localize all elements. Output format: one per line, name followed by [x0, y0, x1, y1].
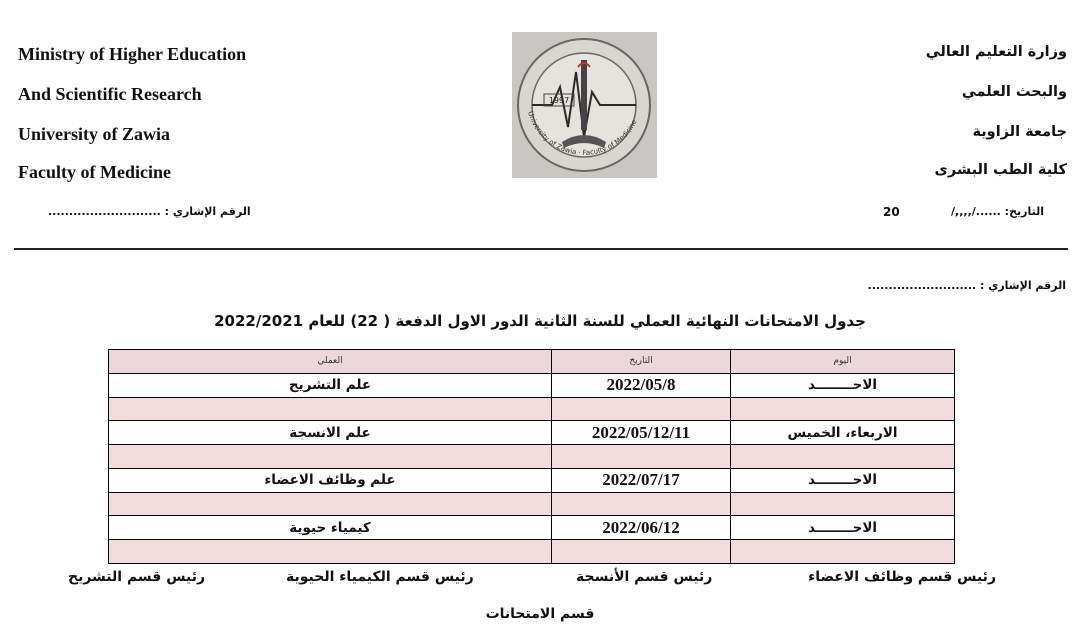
- exams-department: قسم الامتحانات: [485, 606, 595, 622]
- row-date: 2022/05/8: [552, 373, 731, 397]
- university-name-ar: جامعة الزاوية: [972, 124, 1067, 140]
- row-day: الاربعاء، الخميس: [731, 421, 955, 445]
- table-row: [109, 373, 955, 397]
- spacer-row: [109, 540, 955, 564]
- header-date: التاريخ: [552, 350, 731, 374]
- logo-ring-text: University of Zawia · Faculty of Medicine: [526, 110, 639, 157]
- row-date: 2022/05/12/11: [552, 421, 731, 445]
- signature-anatomy-head: رئيس قسم التشريح: [68, 569, 206, 585]
- exam-schedule-table: [108, 349, 955, 564]
- logo-year: 1997: [548, 96, 570, 105]
- table-row: [109, 468, 955, 492]
- row-subject: علم الانسجة: [109, 421, 552, 445]
- date-field: التاريخ: ....../,,,,/: [951, 205, 1044, 218]
- spacer-row: [109, 397, 955, 421]
- schedule-title: جدول الامتحانات النهائية العملي للسنة الثانية الدور الاول الدفعة ( 22) للعام 2022/2021: [214, 312, 866, 330]
- row-day: الاحــــــــد: [731, 468, 955, 492]
- header-subject: العملي: [109, 350, 552, 374]
- university-logo: [512, 32, 657, 178]
- research-name-ar: والبحث العلمي: [961, 84, 1067, 100]
- ministry-name-en: Ministry of Higher Education: [18, 44, 247, 64]
- ministry-name-ar: وزارة التعليم العالي: [925, 44, 1067, 60]
- row-day: الاحــــــــد: [731, 516, 955, 540]
- header-day: اليوم: [731, 350, 955, 374]
- research-name-en: And Scientific Research: [18, 84, 202, 104]
- spacer-row: [109, 492, 955, 516]
- signature-biochemistry-head: رئيس قسم الكيمياء الحيوية: [286, 569, 474, 585]
- faculty-name-en: Faculty of Medicine: [18, 162, 171, 182]
- spacer-row: [109, 445, 955, 469]
- row-date: 2022/07/17: [552, 468, 731, 492]
- row-subject: كيمياء حيوية: [109, 516, 552, 540]
- reference-number: الرقم الإشاري : ..........................: [867, 279, 1066, 292]
- university-name-en: University of Zawia: [18, 124, 170, 144]
- row-subject: علم التشريح: [109, 373, 552, 397]
- reference-number-left: الرقم الإشاري : ...........................: [48, 205, 251, 218]
- row-day: الاحــــــــد: [731, 373, 955, 397]
- table-row: [109, 421, 955, 445]
- signature-histology-head: رئيس قسم الأنسجة: [576, 569, 713, 585]
- row-subject: علم وظائف الاعضاء: [109, 468, 552, 492]
- date-year: 20: [883, 205, 900, 219]
- signature-physiology-head: رئيس قسم وظائف الاعضاء: [808, 569, 996, 585]
- faculty-name-ar: كلية الطب البشرى: [934, 162, 1067, 178]
- row-date: 2022/06/12: [552, 516, 731, 540]
- table-header-row: [109, 350, 955, 374]
- logo-seal-icon: [512, 32, 657, 178]
- header-divider: [14, 248, 1068, 250]
- table-row: [109, 516, 955, 540]
